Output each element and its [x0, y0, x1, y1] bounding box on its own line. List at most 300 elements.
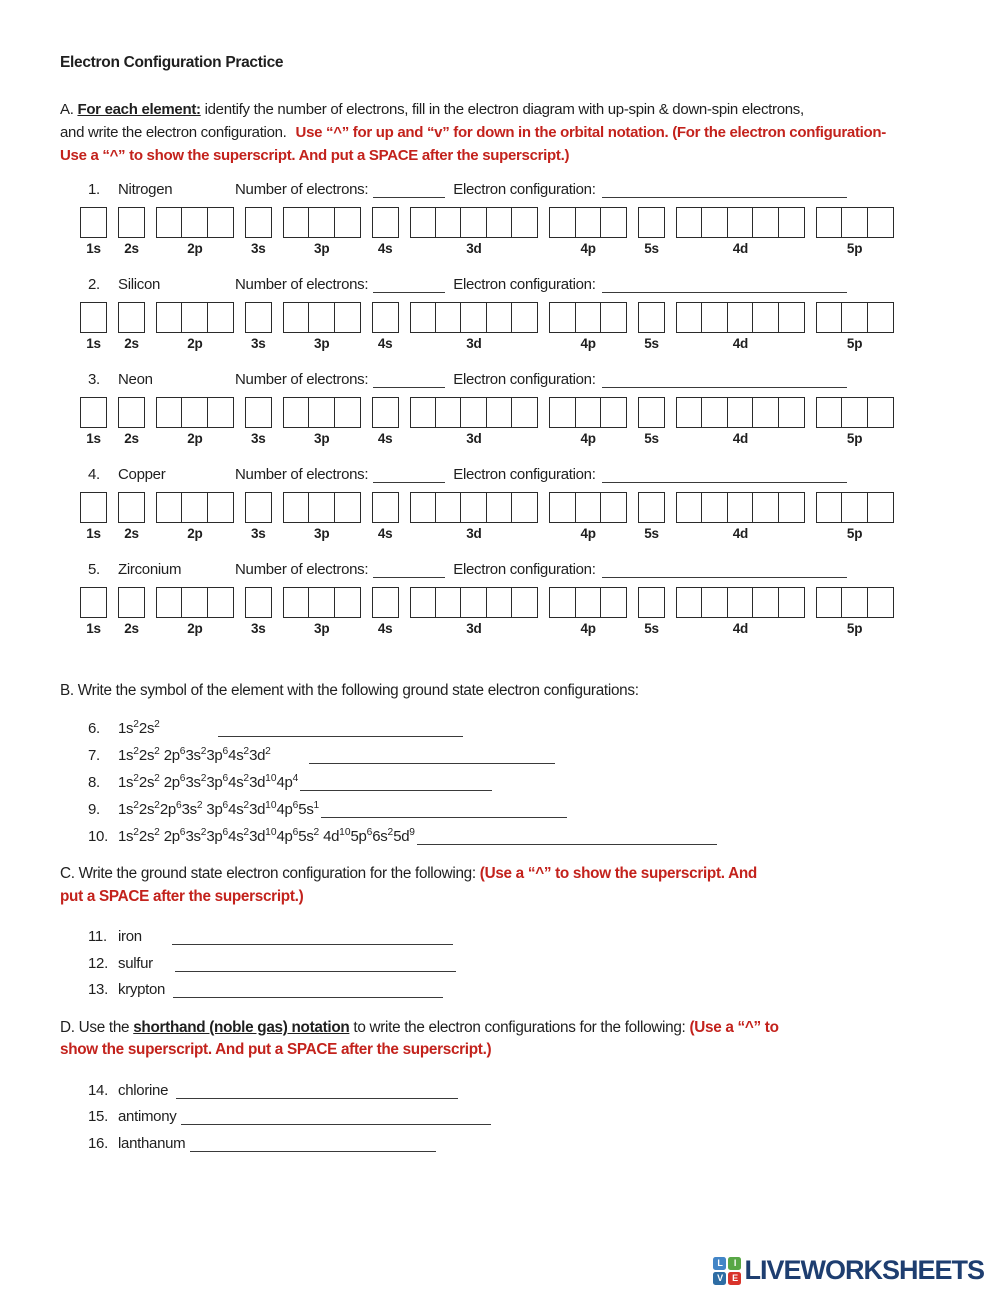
orbital-box[interactable]	[118, 302, 145, 333]
heading-prefix: D. Use the	[60, 1018, 134, 1036]
orbital-box[interactable]	[575, 587, 602, 618]
orbital-box[interactable]	[283, 207, 310, 238]
orbital-box[interactable]	[283, 397, 310, 428]
orbital-box[interactable]	[283, 492, 310, 523]
orbital-label: 5p	[846, 336, 863, 351]
orbital-box-strip	[156, 587, 234, 618]
configuration-answer-blank[interactable]	[602, 183, 847, 198]
orbital-label: 3p	[314, 431, 330, 446]
orbital-group-4d	[676, 207, 805, 256]
orbital-label: 5s	[644, 336, 659, 351]
orbital-box[interactable]	[410, 492, 437, 523]
orbital-box[interactable]	[308, 397, 335, 428]
orbital-box[interactable]	[156, 207, 183, 238]
answer-blank[interactable]	[218, 722, 463, 737]
orbital-box-strip	[549, 492, 627, 523]
orbital-label: 5p	[846, 431, 863, 446]
orbital-label: 1s	[86, 336, 101, 351]
orbital-box[interactable]	[676, 492, 703, 523]
orbital-box[interactable]	[460, 207, 487, 238]
logo-tile-I: I	[728, 1257, 741, 1270]
orbital-box[interactable]	[816, 492, 843, 523]
orbital-box-strip	[245, 492, 272, 523]
logo-tile-L: L	[713, 1257, 726, 1270]
orbital-box[interactable]	[816, 207, 843, 238]
orbital-box[interactable]	[575, 397, 602, 428]
orbital-box[interactable]	[410, 587, 437, 618]
orbital-box[interactable]	[181, 207, 208, 238]
orbital-box-strip	[283, 587, 361, 618]
orbital-box[interactable]	[638, 397, 665, 428]
orbital-box[interactable]	[638, 492, 665, 523]
orbital-label: 3d	[466, 526, 482, 541]
orbital-box[interactable]	[410, 207, 437, 238]
element-item-14	[88, 1078, 940, 1105]
orbital-box[interactable]	[486, 492, 513, 523]
orbital-box[interactable]	[181, 587, 208, 618]
configuration-label: Electron configuration:	[453, 181, 596, 198]
orbital-box[interactable]	[460, 302, 487, 333]
orbital-box[interactable]	[118, 207, 145, 238]
answer-blank[interactable]	[173, 983, 443, 998]
orbital-box[interactable]	[752, 587, 779, 618]
configuration-answer-blank[interactable]	[602, 373, 847, 388]
orbital-box[interactable]	[778, 397, 805, 428]
orbital-label: 3p	[314, 336, 330, 351]
orbital-label: 4s	[377, 526, 393, 541]
orbital-box[interactable]	[778, 492, 805, 523]
orbital-label: 4s	[377, 241, 393, 256]
orbital-box[interactable]	[600, 492, 627, 523]
liveworksheets-wordmark: LIVEWORKSHEETS	[744, 1255, 984, 1285]
orbital-box[interactable]	[460, 397, 487, 428]
orbital-box[interactable]	[841, 207, 868, 238]
answer-blank[interactable]	[417, 830, 717, 845]
orbital-group-2s	[118, 397, 145, 446]
answer-blank[interactable]	[172, 930, 453, 945]
orbital-group-5s	[638, 207, 665, 256]
electrons-label: Number of electrons:	[235, 561, 369, 578]
orbital-box[interactable]	[80, 492, 107, 523]
orbital-box[interactable]	[841, 302, 868, 333]
orbital-box-strip	[638, 492, 665, 523]
element-name: sulfur	[118, 954, 153, 972]
orbital-group-1s	[80, 302, 107, 351]
orbital-label: 1s	[86, 621, 101, 636]
answer-blank[interactable]	[181, 1110, 491, 1125]
orbital-box[interactable]	[435, 397, 462, 428]
answer-blank[interactable]	[176, 1084, 458, 1099]
orbital-box[interactable]	[372, 207, 399, 238]
orbital-box[interactable]	[600, 587, 627, 618]
orbital-box[interactable]	[600, 302, 627, 333]
heading-red: (Use a “^” to show the superscript. And	[479, 865, 757, 882]
orbital-box[interactable]	[549, 397, 576, 428]
orbital-box-strip	[410, 207, 539, 238]
orbital-diagram-row	[80, 302, 940, 351]
orbital-box[interactable]	[245, 397, 272, 428]
section-d-heading-line-1	[60, 1017, 940, 1040]
orbital-group-3p	[283, 302, 361, 351]
element-name: Zirconium	[118, 561, 182, 578]
orbital-box-strip	[118, 207, 145, 238]
orbital-box[interactable]	[245, 587, 272, 618]
orbital-box[interactable]	[575, 302, 602, 333]
orbital-box[interactable]	[156, 587, 183, 618]
orbital-box[interactable]	[816, 302, 843, 333]
orbital-box[interactable]	[283, 587, 310, 618]
config-item-7	[88, 742, 940, 769]
orbital-box[interactable]	[207, 302, 234, 333]
orbital-label: 5p	[846, 526, 863, 541]
orbital-group-1s	[80, 397, 107, 446]
orbital-box[interactable]	[511, 207, 538, 238]
orbital-group-5p	[816, 207, 894, 256]
orbital-box[interactable]	[245, 302, 272, 333]
orbital-box[interactable]	[207, 587, 234, 618]
element-name: antimony	[118, 1108, 177, 1125]
section-a-intro	[60, 98, 940, 167]
answer-blank[interactable]	[309, 749, 555, 764]
orbital-label: 4s	[377, 431, 393, 446]
orbital-box-strip	[372, 587, 399, 618]
orbital-box[interactable]	[676, 207, 703, 238]
orbital-label: 3d	[466, 621, 482, 636]
orbital-label: 4p	[580, 526, 596, 541]
orbital-box[interactable]	[867, 302, 894, 333]
intro-rest: identify the number of electrons, fill in the electron diagram with up-spin & down-spin electrons,	[200, 101, 804, 118]
orbital-box[interactable]	[486, 302, 513, 333]
electron-configuration: $1s^22s^22p^63s^2$ $3p^64s^23d^{10}4p^65s^1$	[118, 800, 320, 818]
orbital-box[interactable]	[511, 587, 538, 618]
orbital-group-2p	[156, 302, 234, 351]
orbital-label: 5s	[644, 621, 659, 636]
orbital-box[interactable]	[638, 302, 665, 333]
orbital-box[interactable]	[308, 207, 335, 238]
orbital-box[interactable]	[460, 492, 487, 523]
item-number: 7.	[88, 747, 100, 764]
orbital-box[interactable]	[701, 207, 728, 238]
section-b-items	[88, 715, 940, 850]
element-name: Silicon	[118, 276, 161, 293]
orbital-box[interactable]	[181, 302, 208, 333]
orbital-box[interactable]	[181, 397, 208, 428]
orbital-box[interactable]	[207, 207, 234, 238]
orbital-box[interactable]	[676, 587, 703, 618]
answer-blank[interactable]	[300, 776, 492, 791]
orbital-box[interactable]	[410, 302, 437, 333]
orbital-diagram-row	[80, 397, 940, 446]
orbital-label: 3s	[251, 241, 266, 256]
orbital-group-3d	[410, 492, 539, 541]
orbital-label: 2p	[187, 621, 203, 636]
liveworksheets-logo[interactable]	[713, 1255, 984, 1286]
answer-blank[interactable]	[175, 957, 456, 972]
orbital-box[interactable]	[156, 492, 183, 523]
orbital-box-strip	[372, 492, 399, 523]
orbital-diagram-row	[80, 492, 940, 541]
orbital-box-strip	[80, 587, 107, 618]
orbital-label: 4d	[732, 621, 749, 636]
heading-black: to write the electron configurations for the following:	[349, 1018, 690, 1036]
orbital-box[interactable]	[778, 207, 805, 238]
orbital-box[interactable]	[245, 207, 272, 238]
orbital-label: 4s	[377, 336, 393, 351]
electrons-answer-blank[interactable]	[373, 563, 445, 578]
answer-blank[interactable]	[190, 1137, 436, 1152]
orbital-box[interactable]	[334, 207, 361, 238]
orbital-box[interactable]	[752, 397, 779, 428]
heading-black: C. Write the ground state electron configuration for the following:	[60, 865, 480, 882]
orbital-box[interactable]	[575, 492, 602, 523]
orbital-box[interactable]	[460, 587, 487, 618]
orbital-box-strip	[676, 302, 805, 333]
orbital-box-strip	[410, 587, 539, 618]
orbital-box[interactable]	[435, 587, 462, 618]
item-number: 12.	[88, 954, 108, 972]
orbital-box[interactable]	[778, 587, 805, 618]
orbital-box[interactable]	[435, 492, 462, 523]
orbital-label: 3p	[314, 526, 330, 541]
orbital-box[interactable]	[549, 207, 576, 238]
orbital-box[interactable]	[80, 207, 107, 238]
orbital-box[interactable]	[334, 302, 361, 333]
orbital-box[interactable]	[549, 492, 576, 523]
orbital-group-4p	[549, 302, 627, 351]
orbital-box-strip	[372, 207, 399, 238]
orbital-label: 4p	[580, 241, 596, 256]
element-name: iron	[118, 928, 142, 945]
orbital-label: 3s	[251, 621, 266, 636]
config-item-10	[88, 823, 940, 850]
orbital-box[interactable]	[701, 492, 728, 523]
orbital-box[interactable]	[118, 587, 145, 618]
orbital-label: 3s	[251, 431, 266, 446]
element-row-header	[88, 180, 940, 200]
orbital-box-strip	[80, 207, 107, 238]
item-number: 5.	[88, 561, 100, 578]
orbital-label: 2p	[187, 241, 203, 256]
orbital-box[interactable]	[308, 492, 335, 523]
orbital-box[interactable]	[181, 492, 208, 523]
electron-configuration: $1s^22s^2$ $2p^63s^23p^64s^23d^{10}4p^65s^2$ $4d^{10}5p^66s^25d^9$	[118, 827, 415, 845]
orbital-diagram-row	[80, 207, 940, 256]
electrons-answer-blank[interactable]	[373, 373, 445, 388]
orbital-box[interactable]	[752, 492, 779, 523]
electrons-answer-blank[interactable]	[373, 183, 445, 198]
orbital-box[interactable]	[752, 302, 779, 333]
orbital-box[interactable]	[245, 492, 272, 523]
orbital-box[interactable]	[841, 397, 868, 428]
orbital-box-strip	[118, 302, 145, 333]
element-row-header	[88, 275, 940, 295]
orbital-label: 3d	[466, 431, 482, 446]
orbital-box[interactable]	[778, 302, 805, 333]
orbital-label: 1s	[86, 241, 101, 256]
orbital-label: 2p	[187, 526, 203, 541]
section-c-heading-line-1	[60, 863, 940, 886]
element-item-11	[88, 924, 940, 951]
orbital-box[interactable]	[308, 587, 335, 618]
orbital-box[interactable]	[727, 302, 754, 333]
orbital-box-strip	[549, 397, 627, 428]
section-b-heading: B. Write the symbol of the element with the following ground state electron configurations:	[60, 682, 639, 699]
orbital-label: 4d	[732, 526, 749, 541]
orbital-group-4d	[676, 587, 805, 636]
element-item-12	[88, 951, 940, 978]
orbital-box-strip	[156, 302, 234, 333]
configuration-answer-blank[interactable]	[602, 468, 847, 483]
orbital-box[interactable]	[372, 587, 399, 618]
element-name: lanthanum	[118, 1134, 186, 1152]
orbital-group-2s	[118, 492, 145, 541]
orbital-box[interactable]	[867, 207, 894, 238]
orbital-box[interactable]	[867, 492, 894, 523]
orbital-box[interactable]	[80, 302, 107, 333]
orbital-group-3d	[410, 302, 539, 351]
electrons-label: Number of electrons:	[235, 371, 369, 388]
orbital-box[interactable]	[80, 587, 107, 618]
orbital-group-4d	[676, 397, 805, 446]
orbital-label: 3d	[466, 241, 482, 256]
orbital-box[interactable]	[600, 207, 627, 238]
orbital-label: 4d	[732, 336, 749, 351]
configuration-answer-blank[interactable]	[602, 563, 847, 578]
orbital-box[interactable]	[334, 397, 361, 428]
orbital-group-2p	[156, 492, 234, 541]
orbital-box-strip	[549, 207, 627, 238]
orbital-group-5p	[816, 397, 894, 446]
orbital-box[interactable]	[80, 397, 107, 428]
orbital-label: 2p	[187, 431, 203, 446]
orbital-group-4d	[676, 492, 805, 541]
orbital-box[interactable]	[752, 207, 779, 238]
orbital-box[interactable]	[549, 587, 576, 618]
orbital-box[interactable]	[207, 492, 234, 523]
element-name: Copper	[118, 466, 166, 483]
orbital-box[interactable]	[638, 207, 665, 238]
orbital-box[interactable]	[308, 302, 335, 333]
orbital-box[interactable]	[156, 397, 183, 428]
orbital-box[interactable]	[727, 397, 754, 428]
orbital-box-strip	[410, 397, 539, 428]
orbital-label: 5s	[644, 241, 659, 256]
orbital-box[interactable]	[486, 587, 513, 618]
orbital-box[interactable]	[372, 492, 399, 523]
item-number: 15.	[88, 1108, 108, 1125]
orbital-box[interactable]	[372, 302, 399, 333]
orbital-box[interactable]	[511, 397, 538, 428]
orbital-box-strip	[410, 492, 539, 523]
item-number: 8.	[88, 774, 100, 791]
orbital-box[interactable]	[118, 397, 145, 428]
orbital-group-2p	[156, 207, 234, 256]
orbital-box[interactable]	[118, 492, 145, 523]
intro-black: and write the electron configuration.	[60, 124, 287, 141]
orbital-box[interactable]	[207, 397, 234, 428]
liveworksheets-logo-icon	[713, 1257, 741, 1285]
heading-underlined: shorthand (noble gas) notation	[133, 1018, 350, 1036]
electrons-label: Number of electrons:	[235, 276, 369, 293]
orbital-group-3p	[283, 207, 361, 256]
intro-line-2	[60, 121, 940, 144]
item-number: 9.	[88, 801, 100, 818]
orbital-box[interactable]	[575, 207, 602, 238]
answer-blank[interactable]	[321, 803, 567, 818]
orbital-box-strip	[676, 492, 805, 523]
orbital-label: 3s	[251, 336, 266, 351]
orbital-box[interactable]	[283, 302, 310, 333]
orbital-box[interactable]	[701, 397, 728, 428]
item-number: 6.	[88, 720, 100, 737]
orbital-box[interactable]	[867, 587, 894, 618]
orbital-box[interactable]	[816, 587, 843, 618]
orbital-box-strip	[80, 492, 107, 523]
orbital-box[interactable]	[867, 397, 894, 428]
item-number: 14.	[88, 1081, 108, 1099]
orbital-box-strip	[156, 397, 234, 428]
orbital-box[interactable]	[435, 207, 462, 238]
orbital-box-strip	[118, 587, 145, 618]
orbital-box[interactable]	[841, 587, 868, 618]
orbital-box[interactable]	[410, 397, 437, 428]
orbital-box[interactable]	[701, 587, 728, 618]
orbital-box[interactable]	[727, 492, 754, 523]
item-number: 16.	[88, 1134, 108, 1152]
orbital-box[interactable]	[511, 492, 538, 523]
orbital-box[interactable]	[701, 302, 728, 333]
configuration-label: Electron configuration:	[453, 371, 596, 388]
orbital-box[interactable]	[638, 587, 665, 618]
orbital-box[interactable]	[816, 397, 843, 428]
orbital-group-5s	[638, 397, 665, 446]
orbital-box[interactable]	[372, 397, 399, 428]
orbital-box[interactable]	[727, 587, 754, 618]
orbital-group-2p	[156, 587, 234, 636]
orbital-box-strip	[283, 207, 361, 238]
electrons-answer-blank[interactable]	[373, 278, 445, 293]
orbital-box-strip	[549, 302, 627, 333]
orbital-group-4p	[549, 207, 627, 256]
element-row-header	[88, 560, 940, 580]
orbital-box[interactable]	[486, 397, 513, 428]
orbital-box[interactable]	[511, 302, 538, 333]
orbital-group-3s	[245, 397, 272, 446]
item-number: 11.	[88, 928, 107, 945]
orbital-group-5p	[816, 302, 894, 351]
orbital-label: 3p	[314, 241, 330, 256]
orbital-box[interactable]	[727, 207, 754, 238]
orbital-box-strip	[638, 302, 665, 333]
orbital-box[interactable]	[334, 492, 361, 523]
orbital-label: 2s	[124, 431, 139, 446]
orbital-box[interactable]	[676, 302, 703, 333]
configuration-answer-blank[interactable]	[602, 278, 847, 293]
orbital-box[interactable]	[676, 397, 703, 428]
orbital-box[interactable]	[841, 492, 868, 523]
orbital-box[interactable]	[334, 587, 361, 618]
element-name: krypton	[118, 981, 166, 998]
orbital-box-strip	[676, 207, 805, 238]
orbital-box[interactable]	[600, 397, 627, 428]
orbital-box[interactable]	[486, 207, 513, 238]
orbital-box-strip	[245, 397, 272, 428]
electrons-answer-blank[interactable]	[373, 468, 445, 483]
orbital-box[interactable]	[435, 302, 462, 333]
orbital-box[interactable]	[549, 302, 576, 333]
orbital-group-4s	[372, 397, 399, 446]
orbital-box[interactable]	[156, 302, 183, 333]
